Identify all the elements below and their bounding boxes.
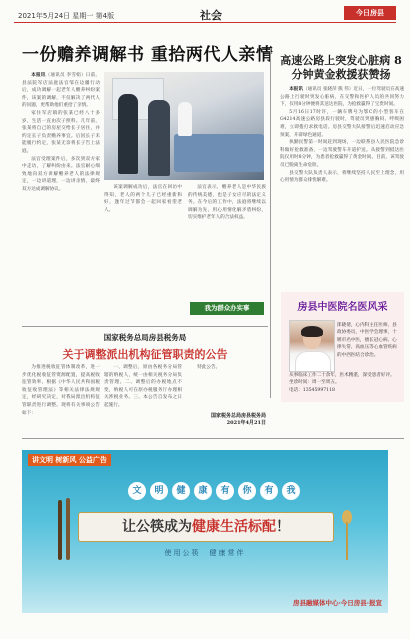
banner-char: 我 — [282, 482, 300, 500]
main-article-title: 一份赡养调解书 重拾两代人亲情 — [22, 45, 274, 65]
service-badge: 我为群众办实事 — [190, 302, 264, 315]
doctor-portrait — [289, 320, 335, 372]
header-date — [18, 11, 114, 21]
main-article-col3 — [188, 184, 266, 298]
column-divider — [270, 48, 271, 398]
news-photo — [104, 72, 264, 180]
doctor-phone: 电话：13545997118 — [289, 387, 335, 393]
sign-unit: 国家税务总局房县税务局 — [210, 413, 266, 419]
doctor-details — [289, 372, 399, 394]
main-para: 法官表示，赡养老人是中华民族的传统美德，也是子女应尽的法定义务。在今后的工作中，法庭将继续以调解为先，用心用情化解矛盾纠纷，切实维护老年人的合法权益。 — [188, 185, 266, 221]
announcement-col1 — [22, 364, 100, 430]
banner-char: 康 — [194, 482, 212, 500]
main-para: 家住军店镇的张某已经八十多岁，生活一直由次子照料。几年前，张某将自己的房屋交给长子居住，并约定长子负责赡养事宜。后因长子未能履行约定，张某无奈将长子告上法庭。 — [22, 110, 100, 154]
right-para: 5月16日17时许，一辆车牌号为鄂C的小型客车在G4214高速公路房县段行驶时，驾驶员突感胸闷、呼吸困难，立即拨打求救电话。房县交警大队接警后迅速启动应急预案，开辟绿色通道。 — [280, 109, 404, 138]
banner-char: 文 — [128, 482, 146, 500]
ad-slogan — [78, 512, 334, 542]
announcement-title: 关于调整派出机构征管职责的公告 — [62, 348, 228, 361]
photo-person — [118, 94, 138, 174]
sign-date: 2021年4月21日 — [226, 420, 266, 426]
public-service-ad — [22, 450, 388, 613]
right-para: 县交警大队负责人表示，将继续坚持人民至上理念，用心用情为群众排忧解难。 — [280, 170, 404, 184]
date-text: 2021年5月24日 — [18, 12, 71, 20]
right-article-body — [280, 86, 404, 284]
doctor-intro: 郎晓倩，心内科主任医师，县政协委员，中医学会理事，十堰市名中医，擅长冠心病、心律失常、高血压等心血管疾病的中西医结合诊治。 — [337, 323, 397, 358]
right-para: 执勤民警第一时间赶到现场，一边联系县人民医院急诊科做好抢救准备，一边驾驶警车开道护送。从接警到抵达医院仅用时8分钟，为患者抢救赢得了黄金时间。目前，该驾驶员已脱离生命危险。 — [280, 140, 404, 168]
announcement-para: 特此公告。 — [197, 365, 221, 370]
main-para: 法官受理案件后，多次到双方家中走访，了解纠纷由来。法官耐心细致地向双方讲解赡养老人的法律规定，一边讲道理，一边讲亲情，最终双方达成调解协议。 — [22, 156, 100, 192]
main-article-col1 — [22, 72, 100, 322]
page-header — [14, 6, 396, 23]
page-number: 第4版 — [95, 12, 115, 20]
right-article-title: 高速公路上突发心脏病 8分钟黄金救援获赞扬 — [280, 54, 402, 81]
doctor-schedule: 从事临床工作二十余年，医术精湛，深受患者好评。坐诊时间：周一至周五。 — [289, 373, 395, 386]
slogan-highlight: 健康生活标配 — [192, 519, 276, 535]
banner-char: 明 — [150, 482, 168, 500]
announcement-signature — [188, 412, 266, 426]
ad-tag: 讲文明 树新风 公益广告 — [28, 454, 111, 466]
announcement-para: 一、调整后，原由各税务分局管辖的纳税人，统一由相关税务分局负责管理。二、调整后的办税地点不变，纳税人可在原办税服务厅办理相关涉税业务。三、本公告自发布之日起施行。 — [104, 365, 182, 408]
announcement-col2 — [104, 364, 182, 430]
right-para: （通讯员 张晓萍 熊 伟）近日，一位驾驶员在高速公路上行驶时突发心脏病，在交警和医护人员的共同努力下，仅用8分钟便将其送达医院，为抢救赢得了宝贵时间。 — [280, 87, 404, 108]
photo-bed — [174, 134, 264, 172]
main-byline: 本报讯 — [31, 73, 46, 78]
photo-person — [178, 102, 192, 136]
portrait-coat — [295, 351, 331, 372]
banner-char: 有 — [260, 482, 278, 500]
right-byline: 本报讯 — [289, 87, 303, 92]
ad-footer: 房县融媒体中心·今日房县·报宣 — [292, 599, 382, 607]
ad-banner — [114, 482, 314, 500]
doctor-box-title: 房县中医院名医风采 — [297, 302, 388, 313]
slogan-prefix: 让公筷成为 — [122, 519, 192, 535]
banner-char: 有 — [216, 482, 234, 500]
section-divider — [22, 326, 268, 327]
portrait-hair — [301, 326, 323, 337]
section-title: 社会 — [200, 9, 222, 22]
announcement-col3 — [188, 364, 266, 406]
main-para: （通讯员 李雪娟）日前，县法院军店法庭法官邹在边疆行动后，成功调解一起老年人赡养纠纷案件，该案的调解，不仅解决了两代人的问题，更帮助他们重拾了亲情。 — [22, 73, 100, 109]
masthead-logo: 今日房县 — [344, 6, 396, 20]
announcement-unit: 国家税务总局房县税务局 — [103, 333, 187, 342]
banner-char: 健 — [172, 482, 190, 500]
ad-divider — [22, 438, 404, 439]
banner-char: 你 — [238, 482, 256, 500]
announcement-para: 为推进税收征管体制改革，进一步优化税收征管资源配置，提高税收征管效率，根据《中华人民共和国税收征收管理法》等相关法律法规规定，经研究决定，对我局派出机构征管职责进行调整。现将有关事项公告如下： — [22, 365, 100, 416]
slogan-suffix: ！ — [276, 519, 290, 535]
photo-person — [148, 100, 170, 176]
main-para: 该案调解成功后，法官在回访中得知，老人的两个儿子已经重新和好，逢年过节都会一起回家看望老人。 — [104, 185, 182, 213]
main-article-col2 — [104, 184, 182, 324]
doctor-profile-box — [281, 292, 404, 402]
ad-subtitle: 使用公筷 健康常伴 — [164, 549, 246, 557]
weekday-text: 星期一 — [72, 12, 94, 20]
